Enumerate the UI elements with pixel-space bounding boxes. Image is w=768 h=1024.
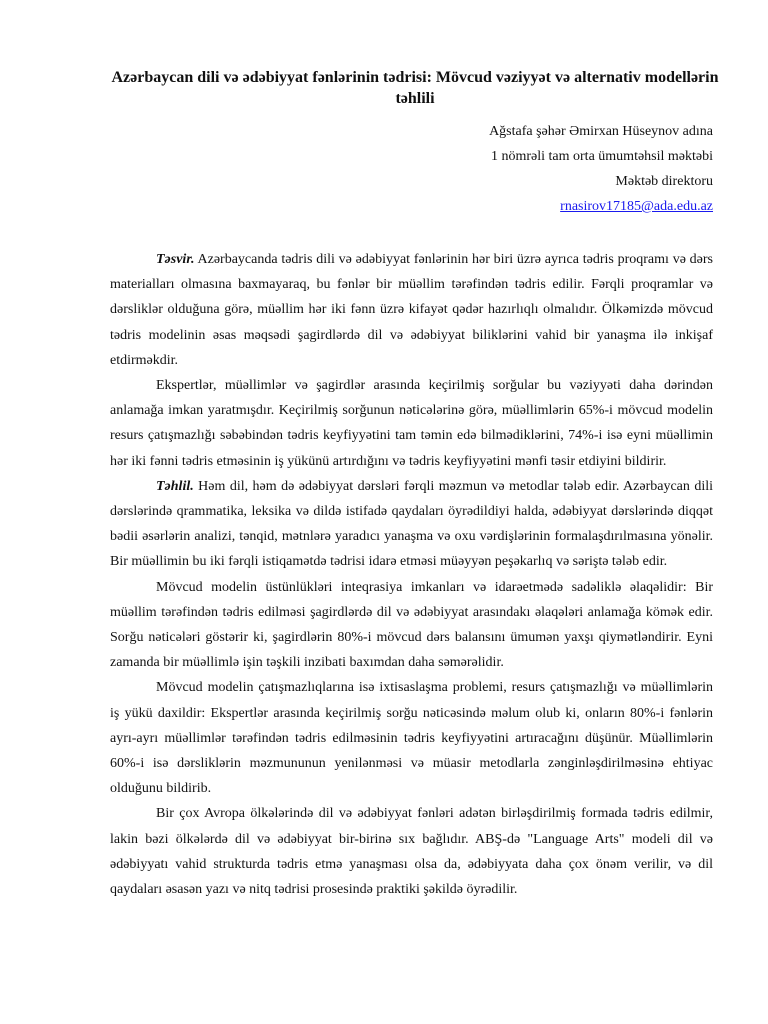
author-email-link[interactable]: rnasirov17185@ada.edu.az	[560, 199, 713, 214]
paragraph-text: Mövcud modelin üstünlükləri inteqrasiya imkanları və idarəetmədə sadəliklə əlaqəlidir: Bir müəllim tərəfindən tədris edilməsi şagirdlərdə dil və ədəbiyyat arasındakı əlaqələri anlamağa kömək edir. Sorğu nəticələri göstərir ki, şagirdlərin 80%-i mövcud dərs balansını ümumən yaxşı qiymətləndirir. Eyni zamanda bir müəllimlə işin təşkili inzibati baxımdan daha səmərəlidir.	[110, 579, 713, 671]
affiliation-line-2: 1 nömrəli tam orta ümumtəhsil məktəbi	[490, 149, 713, 164]
paragraph-description	[110, 247, 713, 373]
paragraph-analysis	[110, 474, 713, 575]
paragraph-text: Ekspertlər, müəllimlər və şagirdlər arasında keçirilmiş sorğular bu vəziyyəti daha dərindən anlamağa imkan yaratmışdır. Keçirilmiş sorğunun nəticələrinə görə, müəllimlərin 65%-i mövcud modelin resurs çatışmazlığı səbəbindən tədris keyfiyyətini tam təmin edə bilmədiklərini, 74%-i isə eyni müəllimin hər iki fənni tədris etməsinin iş yükünü artırdığını və tədris keyfiyyətini mənfi təsir etdiyini bildirir.	[110, 378, 713, 469]
paragraph-text: Həm dil, həm də ədəbiyyat dərsləri fərqli məzmun və metodlar tələb edir. Azərbaycan dili dərslərində qrammatika, leksika və dildə istifadə qaydaları öyrədildiyi halda, ədəbiyyat dərslərində diqqət bədii əsərlərin analizi, tənqid, mətnlərə yaradıcı yanaşma və oxu vərdişlərinin formalaşdırılmasına yönəlir. Bir müəllimin bu iki fərqli istiqamətdə tədrisi idarə etməsi müəyyən peşəkarlıq və səriştə tələb edir.	[110, 478, 713, 570]
paragraph-shortcomings	[110, 675, 713, 801]
affiliation-line-1: Ağstafa şəhər Əmirxan Hüseynov adına	[489, 124, 713, 139]
document-body	[110, 247, 713, 902]
paragraph-text: Bir çox Avropa ölkələrində dil və ədəbiyyat fənləri adətən birləşdirilmiş formada tədris edilmir, lakin bəzi ölkələrdə dil və ədəbiyyat bir-birinə sıx bağlıdır. ABŞ-də "Language Arts" modeli dil və ədəbiyyatı vahid strukturda tədris etmə yanaşması olsa da, ədəbiyyata daha çox önəm verilir, və dil qaydaları əsasən yazı və nitq tədrisi prosesində praktiki şəkildə öyrədilir.	[110, 806, 713, 898]
paragraph-international	[110, 801, 713, 902]
author-affiliation	[293, 119, 713, 219]
section-lead-analysis: Təhlil.	[156, 478, 194, 494]
affiliation-position: Məktəb direktoru	[615, 174, 713, 189]
paragraph-text: Mövcud modelin çatışmazlıqlarına isə ixtisaslaşma problemi, resurs çatışmazlığı və müəllimlərin iş yükü daxildir: Ekspertlər arasında keçirilmiş sorğu nəticəsində məlum olub ki, onların 80%-i fənlərin ayrı-ayrı müəllimlər tərəfindən tədris edilməsinin tədris keyfiyyətini artıracağını düşünür. Müəllimlərin 60%-i isə dərsliklərin məzmununun yenilənməsi və müasir metodlarla zənginləşdirilməsinə ehtiyac olduğunu bildirib.	[110, 680, 713, 797]
paragraph-advantages	[110, 575, 713, 676]
paragraph-text: Azərbaycanda tədris dili və ədəbiyyat fənlərinin hər biri üzrə ayrıca tədris proqramı və dərs materialları olmasına baxmayaraq, bu fənlər bir müəllim tərəfindən tədris edilir. Fərqli proqramlar və dərsliklər olduğuna görə, müəllim hər iki fənn üzrə kifayət qədər hazırlıqlı olmalıdır. Ölkəmizdə mövcud tədris modelinin əsas məqsədi şagirdlərdə dil və ədəbiyyat biliklərini vahid bir yanaşma ilə inkişaf etdirməkdir.	[110, 252, 713, 368]
document-title: Azərbaycan dili və ədəbiyyat fənlərinin tədrisi: Mövcud vəziyyət və alternativ modellərin təhlili	[111, 69, 719, 107]
paragraph-survey	[110, 373, 713, 474]
section-lead-description: Təsvir.	[156, 252, 195, 267]
